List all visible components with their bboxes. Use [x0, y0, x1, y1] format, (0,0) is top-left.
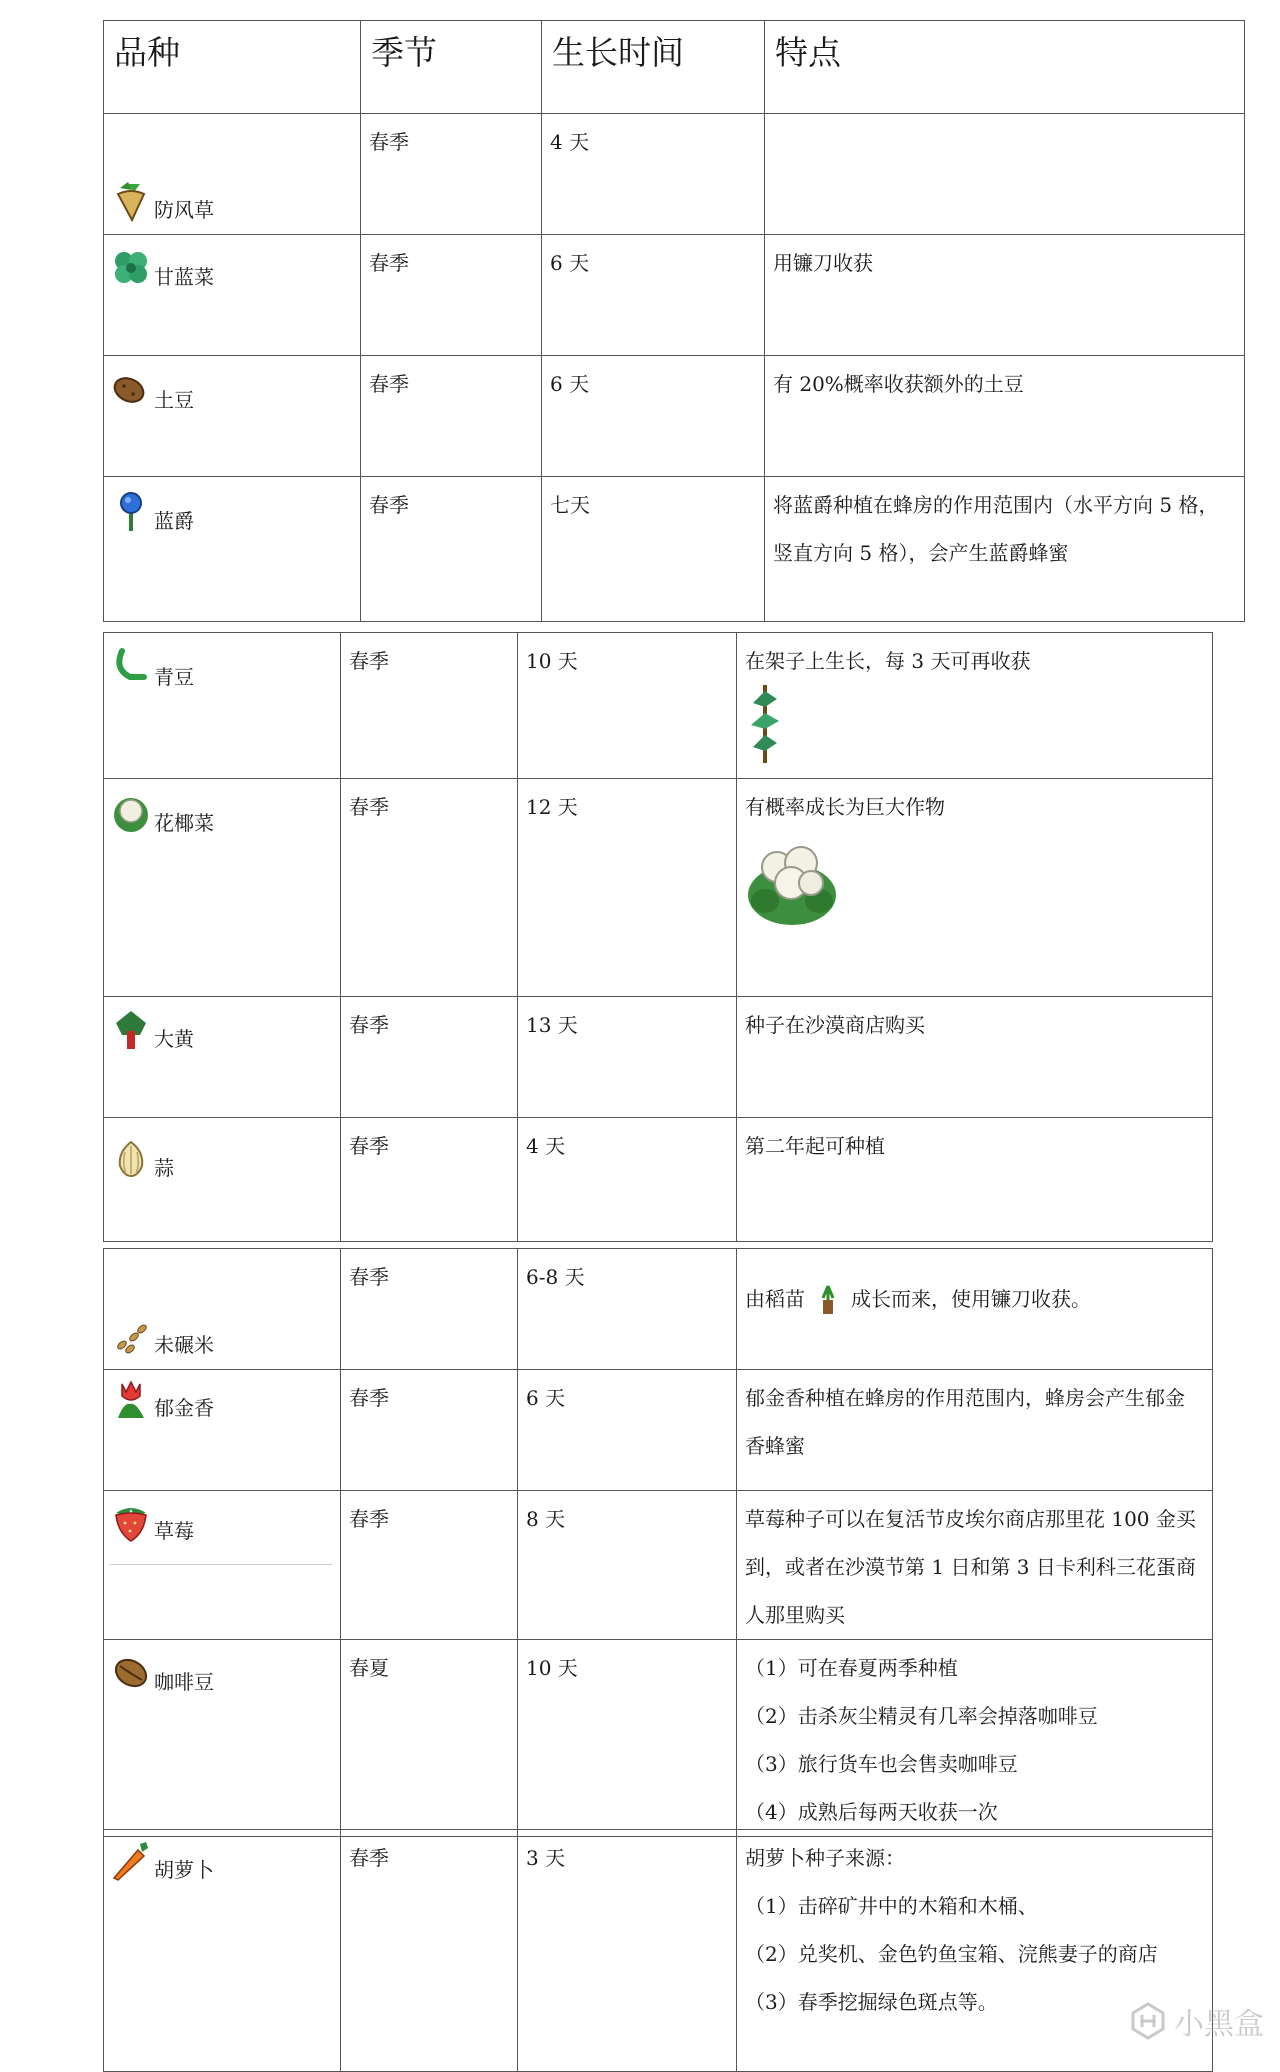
table-header-row [104, 21, 1245, 114]
variety-name: 蓝爵 [154, 509, 194, 533]
potato-icon [110, 370, 152, 412]
season-cell: 春季 [361, 477, 542, 622]
growth-cell: 4 天 [542, 114, 765, 235]
green-bean-icon [110, 647, 152, 689]
table-row [104, 235, 1245, 356]
variety-name: 草莓 [154, 1519, 194, 1543]
feature-list-item: （1）可在春夏两季种植 [745, 1656, 958, 1680]
coffee-bean-icon [110, 1652, 152, 1694]
variety-cell [104, 997, 341, 1118]
variety-name: 胡萝卜 [154, 1858, 214, 1882]
table-row [104, 477, 1245, 622]
table-row [104, 1118, 1213, 1242]
growth-cell: 4 天 [518, 1118, 737, 1242]
feature-cell: 将蓝爵种植在蜂房的作用范围内（水平方向 5 格，竖直方向 5 格），会产生蓝爵蜂蜜 [765, 477, 1245, 622]
table-row [104, 997, 1213, 1118]
feature-cell: 种子在沙漠商店购买 [737, 997, 1213, 1118]
feature-cell: 用镰刀收获 [765, 235, 1245, 356]
growth-cell: 6 天 [518, 1370, 737, 1491]
growth-cell: 10 天 [518, 633, 737, 779]
watermark-text: 小黑盒 [1174, 2007, 1264, 2042]
cauliflower-icon [110, 793, 152, 835]
feature-cell [737, 779, 1213, 997]
season-cell: 春季 [361, 114, 542, 235]
table-row [104, 1370, 1213, 1491]
feature-text-line [745, 1275, 1204, 1323]
variety-cell [104, 1370, 341, 1491]
variety-cell [104, 114, 361, 235]
strawberry-icon [110, 1501, 152, 1543]
season-cell: 春夏 [341, 1640, 518, 1837]
growth-cell: 6 天 [542, 356, 765, 477]
header-variety: 品种 [104, 21, 361, 114]
growth-cell: 6 天 [542, 235, 765, 356]
season-cell: 春季 [361, 356, 542, 477]
carrot-icon [110, 1840, 152, 1882]
season-cell: 春季 [341, 1118, 518, 1242]
season-cell: 春季 [341, 1491, 518, 1640]
trellis-bean-plant-icon [745, 685, 785, 763]
table-row [104, 1491, 1213, 1640]
cell-underline [110, 1564, 332, 1565]
header-season: 季节 [361, 21, 542, 114]
variety-cell [104, 1640, 341, 1837]
feature-list-item: （2）兑奖机、金色钓鱼宝箱、浣熊妻子的商店 [745, 1942, 1158, 1966]
feature-cell: 郁金香种植在蜂房的作用范围内，蜂房会产生郁金香蜂蜜 [737, 1370, 1213, 1491]
variety-cell [104, 1491, 341, 1640]
tulip-icon [110, 1378, 152, 1420]
rice-shoot-icon [813, 1284, 843, 1318]
feature-cell: 有 20%概率收获额外的土豆 [765, 356, 1245, 477]
feature-cell [737, 1249, 1213, 1370]
growth-cell: 6-8 天 [518, 1249, 737, 1370]
giant-cauliflower-icon [745, 833, 839, 927]
variety-cell [104, 1249, 341, 1370]
blue-jazz-icon [110, 491, 152, 533]
feature-list-item: （1）击碎矿井中的木箱和木桶、 [745, 1894, 1038, 1918]
feature-list-item: （2）击杀灰尘精灵有几率会掉落咖啡豆 [745, 1704, 1098, 1728]
unmilled-rice-icon [110, 1315, 152, 1357]
table-row [104, 1249, 1213, 1370]
feature-list-item: （4）成熟后每两天收获一次 [745, 1800, 998, 1824]
feature-text-pre: 由稻苗 [745, 1287, 805, 1311]
table-row [104, 633, 1213, 779]
feature-text: 有概率成长为巨大作物 [745, 795, 945, 819]
growth-cell: 12 天 [518, 779, 737, 997]
table-row [104, 1640, 1213, 1837]
growth-cell: 13 天 [518, 997, 737, 1118]
variety-cell [104, 1830, 341, 2072]
variety-cell [104, 1118, 341, 1242]
feature-list-item: （3）旅行货车也会售卖咖啡豆 [745, 1752, 1018, 1776]
season-cell: 春季 [361, 235, 542, 356]
season-cell: 春季 [341, 633, 518, 779]
garlic-icon [110, 1138, 152, 1180]
variety-cell [104, 235, 361, 356]
rhubarb-icon [110, 1009, 152, 1051]
xiaoheihe-logo-icon [1128, 2001, 1168, 2041]
variety-name: 青豆 [154, 665, 194, 689]
variety-name: 大黄 [154, 1027, 194, 1051]
kale-icon [110, 247, 152, 289]
variety-cell [104, 356, 361, 477]
variety-name: 防风草 [154, 198, 214, 222]
growth-cell: 8 天 [518, 1491, 737, 1640]
variety-cell [104, 477, 361, 622]
header-feature: 特点 [765, 21, 1245, 114]
variety-cell [104, 779, 341, 997]
variety-name: 咖啡豆 [154, 1670, 214, 1694]
table-row [104, 779, 1213, 997]
parsnip-icon [110, 180, 152, 222]
crop-table-part-1 [103, 20, 1245, 622]
watermark [1128, 1999, 1264, 2043]
crop-table-part-2 [103, 632, 1213, 1242]
table-row [104, 356, 1245, 477]
variety-name: 花椰菜 [154, 811, 214, 835]
feature-text-post: 成长而来，使用镰刀收获。 [851, 1287, 1091, 1311]
feature-cell [737, 1640, 1213, 1837]
season-cell: 春季 [341, 997, 518, 1118]
feature-cell [737, 633, 1213, 779]
growth-cell: 3 天 [518, 1830, 737, 2072]
feature-title: 胡萝卜种子来源： [745, 1846, 905, 1870]
feature-text: 在架子上生长，每 3 天可再收获 [745, 649, 1031, 673]
feature-cell: 第二年起可种植 [737, 1118, 1213, 1242]
table-row [104, 114, 1245, 235]
feature-cell [765, 114, 1245, 235]
table-row [104, 1830, 1213, 2072]
feature-list-item: （3）春季挖掘绿色斑点等。 [745, 1990, 998, 2014]
variety-name: 甘蓝菜 [154, 265, 214, 289]
header-growth-time: 生长时间 [542, 21, 765, 114]
season-cell: 春季 [341, 1370, 518, 1491]
variety-cell [104, 633, 341, 779]
growth-cell: 10 天 [518, 1640, 737, 1837]
season-cell: 春季 [341, 1830, 518, 2072]
variety-name: 郁金香 [154, 1396, 214, 1420]
variety-name: 土豆 [154, 388, 194, 412]
season-cell: 春季 [341, 779, 518, 997]
feature-cell: 草莓种子可以在复活节皮埃尔商店那里花 100 金买到，或者在沙漠节第 1 日和第 3 日卡利科三花蛋商人那里购买 [737, 1491, 1213, 1640]
crop-table-part-4 [103, 1829, 1213, 2072]
variety-name: 蒜 [154, 1156, 174, 1180]
variety-name: 未碾米 [154, 1333, 214, 1357]
season-cell: 春季 [341, 1249, 518, 1370]
growth-cell: 七天 [542, 477, 765, 622]
crop-table-part-3 [103, 1248, 1213, 1837]
